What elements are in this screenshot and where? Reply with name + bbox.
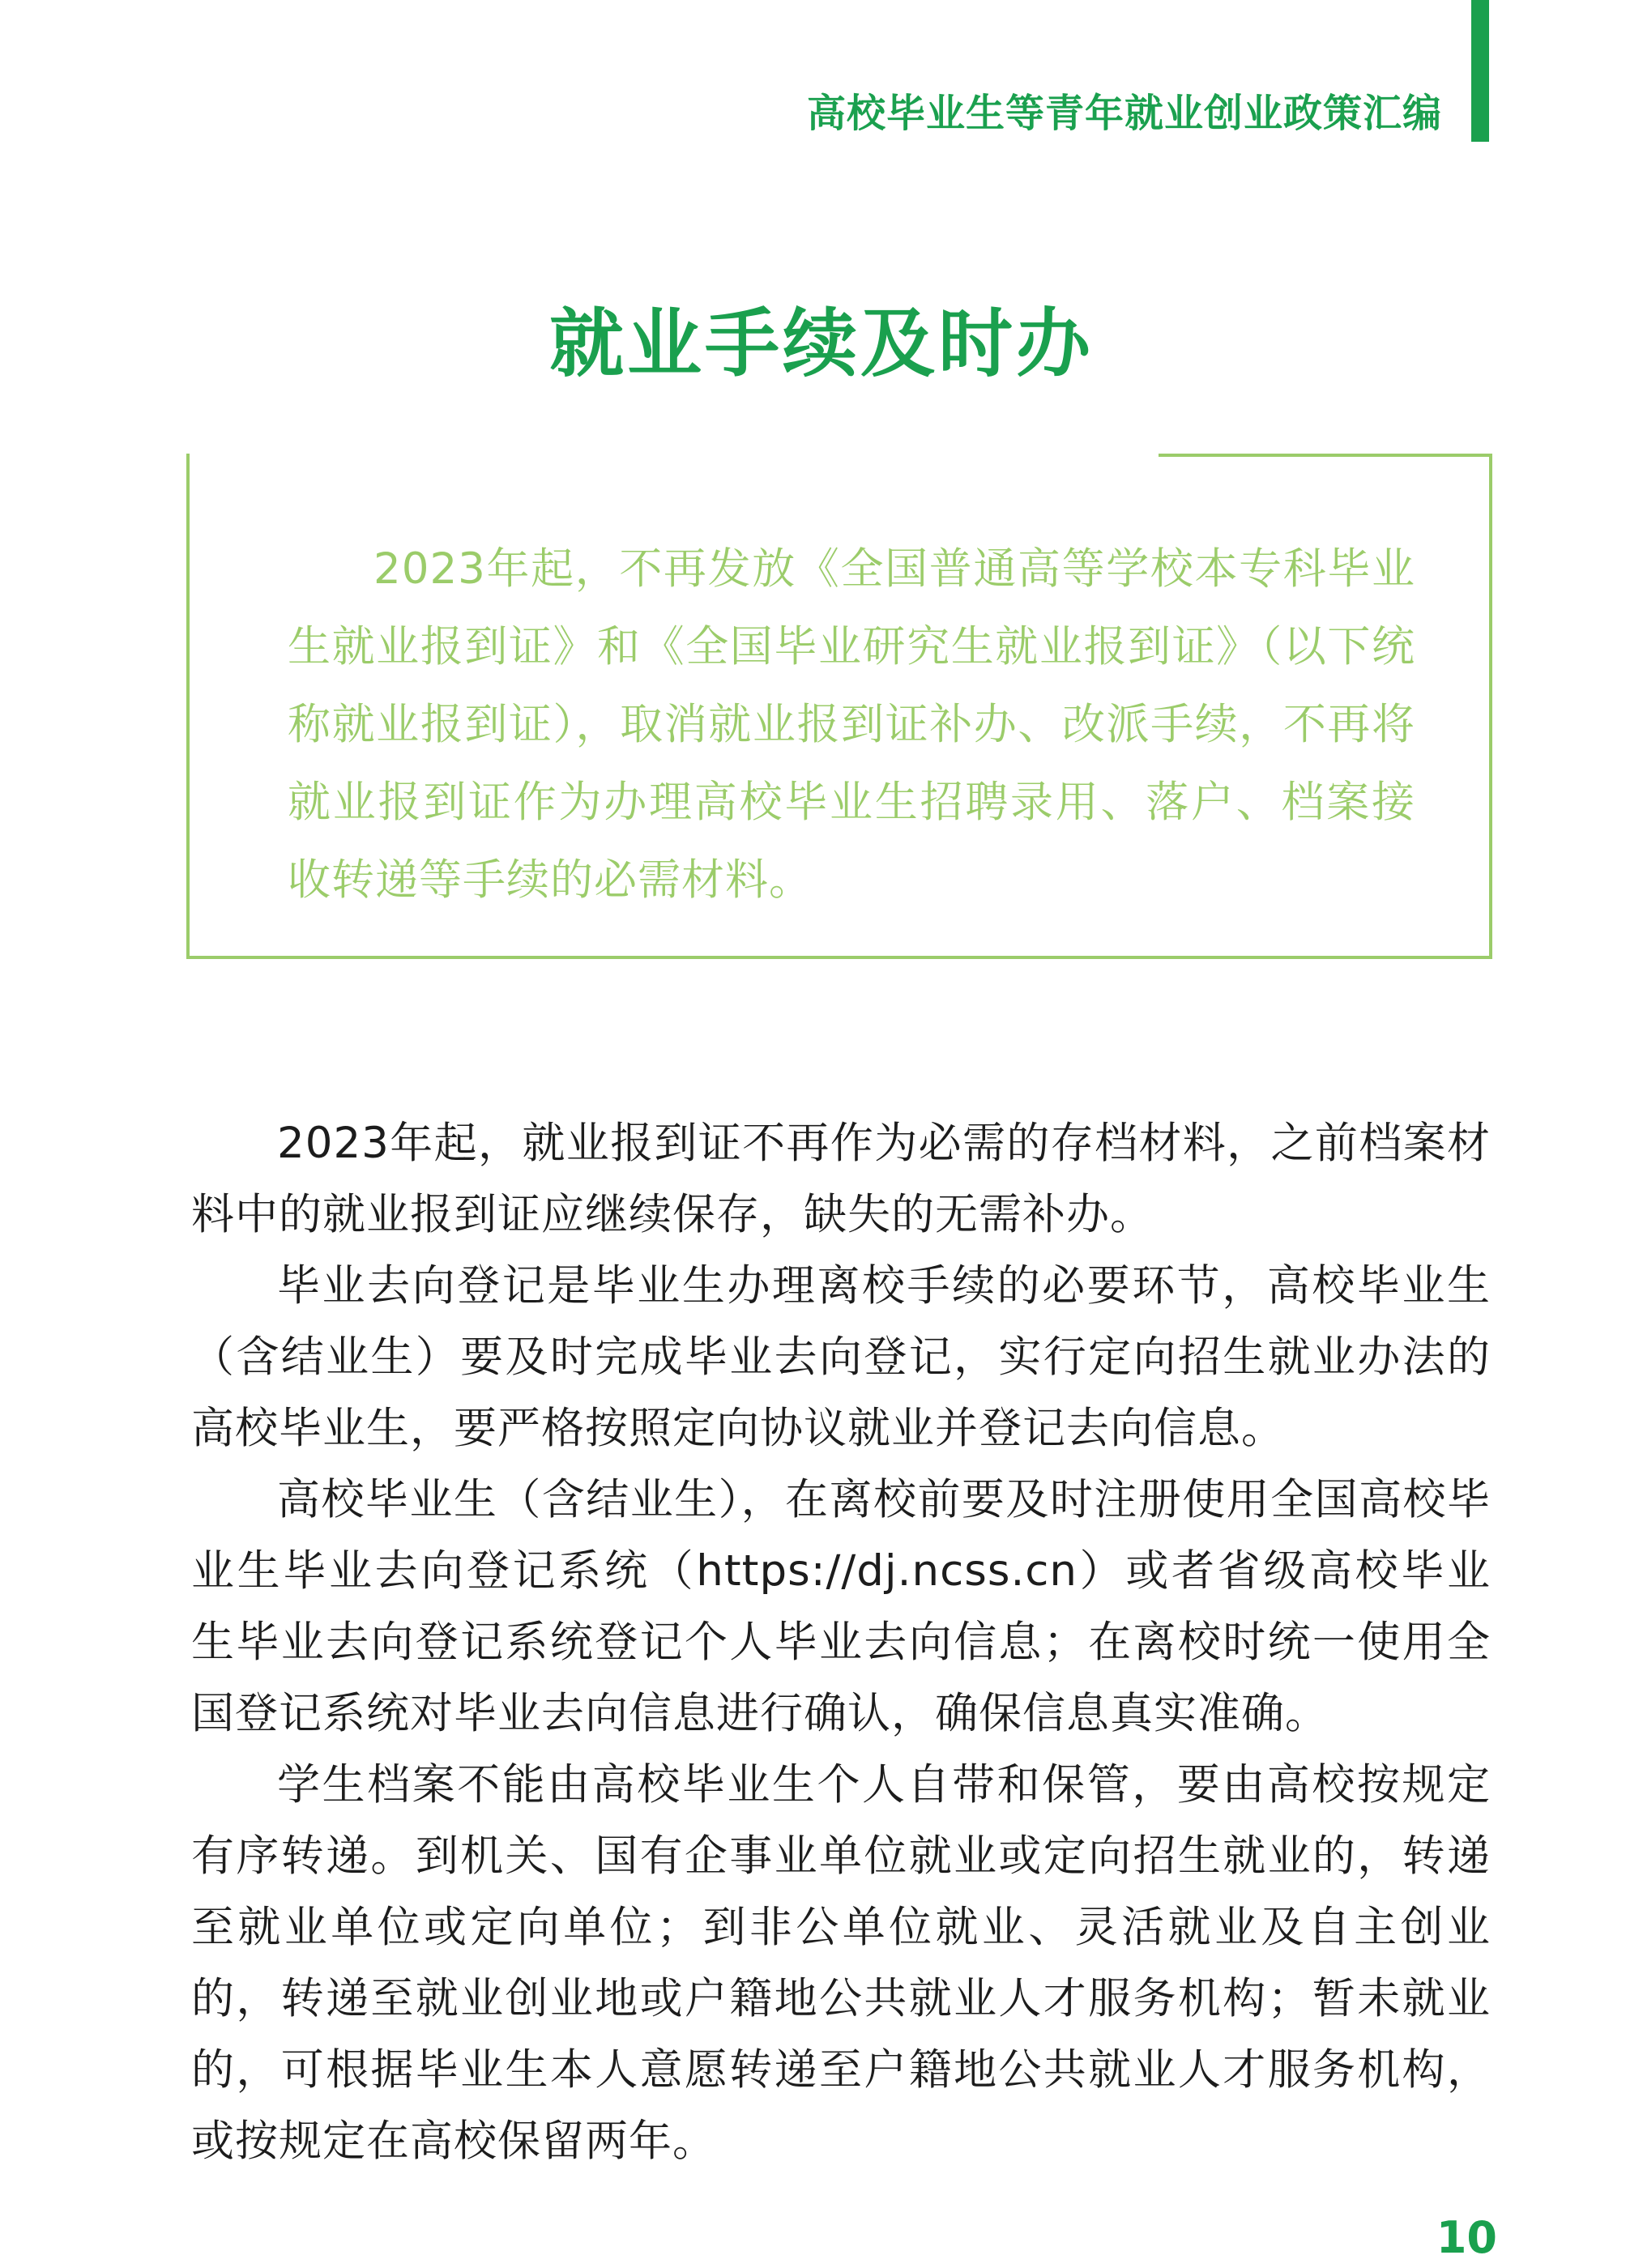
body-paragraph: 学生档案不能由高校毕业生个人自带和保管，要由高校按规定有序转递。到机关、国有企事业单位就业或定向招生就业的，转递至就业单位或定向单位；到非公单位就业、灵活就业及自主创业的，转递至就业创业地或户籍地公共就业人才服务机构；暂未就业的，可根据毕业生本人意愿转递至户籍地公共就业人才服务机构，或按规定在高校保留两年。	[191, 1760, 1491, 2166]
body-paragraph: 高校毕业生（含结业生），在离校前要及时注册使用全国高校毕业生毕业去向登记系统（https://dj.ncss.cn）或者省级高校毕业生毕业去向登记系统登记个人毕业去向信息；在离校时统一使用全国登记系统对毕业去向信息进行确认，确保信息真实准确。	[191, 1475, 1491, 1738]
callout-box	[186, 454, 1492, 959]
body-paragraph: 毕业去向登记是毕业生办理离校手续的必要环节，高校毕业生（含结业生）要及时完成毕业去向登记，实行定向招生就业办法的高校毕业生，要严格按照定向协议就业并登记去向信息。	[191, 1261, 1491, 1453]
running-header: 高校毕业生等青年就业创业政策汇编	[806, 91, 1442, 136]
body-paragraph: 2023年起，就业报到证不再作为必需的存档材料，之前档案材料中的就业报到证应继续保存，缺失的无需补办。	[191, 1119, 1491, 1239]
callout-border-bottom	[186, 956, 1492, 959]
body-text	[191, 1108, 1491, 2177]
callout-border-right	[1489, 454, 1492, 959]
callout-text: 2023年起，不再发放《全国普通高等学校本专科毕业生就业报到证》和《全国毕业研究生就业报到证》（以下统称就业报到证），取消就业报到证补办、改派手续，不再将就业报到证作为办理高校毕业生招聘录用、落户、档案接收转递等手续的必需材料。	[288, 544, 1415, 905]
header-accent-bar	[1471, 0, 1489, 142]
callout-border-top	[1159, 454, 1492, 457]
callout-border-left	[186, 454, 190, 959]
page-title: 就业手续及时办	[548, 301, 1094, 387]
page-number: 10	[1436, 2212, 1497, 2263]
